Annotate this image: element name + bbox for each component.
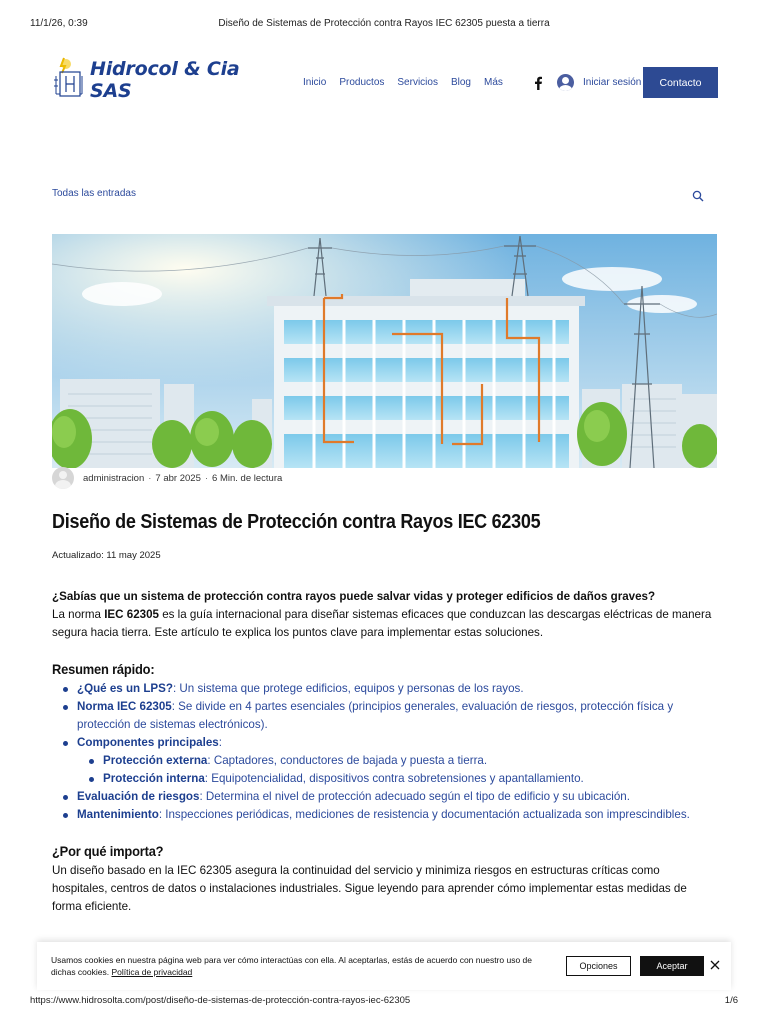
privacy-policy-link[interactable]: Política de privacidad bbox=[111, 967, 193, 977]
cookie-banner bbox=[37, 942, 731, 990]
print-date: 11/1/26, 0:39 bbox=[30, 18, 88, 29]
list-item-term: ¿Qué es un LPS? bbox=[77, 682, 173, 695]
list-item-desc: : Se divide en 4 partes esenciales (principios generales, evaluación de riesgos, protección física y protección de sistemas electrónicos). bbox=[77, 700, 674, 731]
list-item bbox=[60, 788, 717, 806]
why-title: ¿Por qué importa? bbox=[52, 843, 164, 859]
intro-text: La norma bbox=[52, 608, 105, 621]
post-read-time: 6 Min. de lectura bbox=[212, 472, 283, 484]
nav-item-productos[interactable]: Productos bbox=[339, 77, 385, 88]
print-page-number: 1/6 bbox=[724, 995, 738, 1006]
user-avatar-icon[interactable] bbox=[557, 74, 574, 91]
list-item-desc: : bbox=[218, 736, 222, 749]
logo-text: Hidrocol & Cia SAS bbox=[90, 58, 240, 102]
hero-image bbox=[52, 234, 717, 468]
list-item-desc: : Determina el nivel de protección adecuado según el tipo de edificio y su ubicación. bbox=[199, 790, 630, 803]
post-updated: Actualizado: 11 may 2025 bbox=[52, 550, 161, 561]
post-lead: ¿Sabías que un sistema de protección contra rayos puede salvar vidas y proteger edificios de daños graves? bbox=[52, 590, 656, 603]
contact-button[interactable]: Contacto bbox=[643, 67, 718, 98]
post-content bbox=[52, 588, 717, 916]
list-item-term: Protección externa bbox=[103, 754, 208, 767]
all-posts-link[interactable]: Todas las entradas bbox=[52, 188, 136, 199]
login-link[interactable]: Iniciar sesión bbox=[583, 77, 642, 88]
list-item bbox=[86, 752, 717, 770]
list-item-desc: : Inspecciones periódicas, mediciones de resistencia y documentación actualizada son imprescindibles. bbox=[158, 808, 690, 821]
post-meta bbox=[52, 467, 282, 489]
list-item-term: Mantenimiento bbox=[77, 808, 159, 821]
nav-item-mas[interactable]: Más bbox=[483, 77, 503, 88]
nav-item-blog[interactable]: Blog bbox=[450, 77, 471, 88]
intro-text: es la guía internacional para diseñar sistemas eficaces que conduzcan las descargas eléctricas de manera segura hacia tierra. Este artículo te explica los puntos clave para implementar estas soluciones. bbox=[52, 608, 712, 639]
intro-bold: IEC 62305 bbox=[104, 608, 159, 621]
print-url: https://www.hidrosolta.com/post/diseño-de-sistemas-de-protección-contra-rayos-iec-62305 bbox=[30, 995, 411, 1006]
author-avatar[interactable] bbox=[52, 467, 74, 489]
list-item-desc: : Un sistema que protege edificios, equipos y personas de los rayos. bbox=[172, 682, 524, 695]
cookie-options-button[interactable]: Opciones bbox=[566, 956, 631, 976]
print-header bbox=[0, 0, 768, 44]
facebook-icon[interactable] bbox=[532, 76, 544, 90]
nav-item-inicio[interactable]: Inicio bbox=[303, 77, 327, 88]
close-icon[interactable] bbox=[709, 959, 721, 971]
post-author[interactable]: administracion bbox=[83, 472, 145, 484]
search-icon[interactable] bbox=[692, 190, 704, 202]
list-item bbox=[60, 698, 717, 734]
hero-illustration bbox=[52, 234, 717, 468]
summary-list bbox=[52, 680, 717, 824]
meta-separator: · bbox=[204, 472, 209, 484]
components-list bbox=[77, 752, 717, 788]
list-item bbox=[60, 734, 717, 788]
logo-icon bbox=[52, 56, 88, 104]
print-title: Diseño de Sistemas de Protección contra Rayos IEC 62305 puesta a tierra bbox=[218, 18, 550, 29]
list-item-term: Componentes principales bbox=[77, 736, 219, 749]
logo[interactable] bbox=[52, 55, 272, 105]
list-item-desc: : Equipotencialidad, dispositivos contra sobretensiones y apantallamiento. bbox=[204, 772, 584, 785]
list-item-desc: : Captadores, conductores de bajada y puesta a tierra. bbox=[207, 754, 488, 767]
summary-title: Resumen rápido: bbox=[52, 661, 155, 677]
list-item-term: Protección interna bbox=[103, 772, 205, 785]
list-item bbox=[86, 770, 717, 788]
post-date: 7 abr 2025 bbox=[155, 472, 201, 484]
list-item bbox=[60, 680, 717, 698]
cookie-accept-button[interactable]: Aceptar bbox=[640, 956, 704, 976]
why-text: Un diseño basado en la IEC 62305 asegura la continuidad del servicio y minimiza riesgos en estructuras críticas como hospitales, centros de datos o instalaciones industriales. Sigue leyendo para aprender cómo implementar estas medidas de forma eficiente. bbox=[52, 864, 687, 913]
meta-separator: · bbox=[148, 472, 152, 484]
main-nav bbox=[303, 77, 516, 88]
cookie-text bbox=[51, 954, 551, 978]
nav-item-servicios[interactable]: Servicios bbox=[397, 77, 438, 88]
post-title: Diseño de Sistemas de Protección contra Rayos IEC 62305 bbox=[52, 511, 541, 533]
list-item-term: Evaluación de riesgos bbox=[77, 790, 200, 803]
post-intro bbox=[52, 606, 717, 642]
site-header bbox=[0, 55, 768, 115]
cookie-message: Usamos cookies en nuestra página web para ver cómo interactúas con ella. Al aceptarlas, estás de acuerdo con nuestro uso de dichas cookies. bbox=[51, 955, 533, 977]
list-item-term: Norma IEC 62305 bbox=[77, 700, 172, 713]
list-item bbox=[60, 806, 717, 824]
